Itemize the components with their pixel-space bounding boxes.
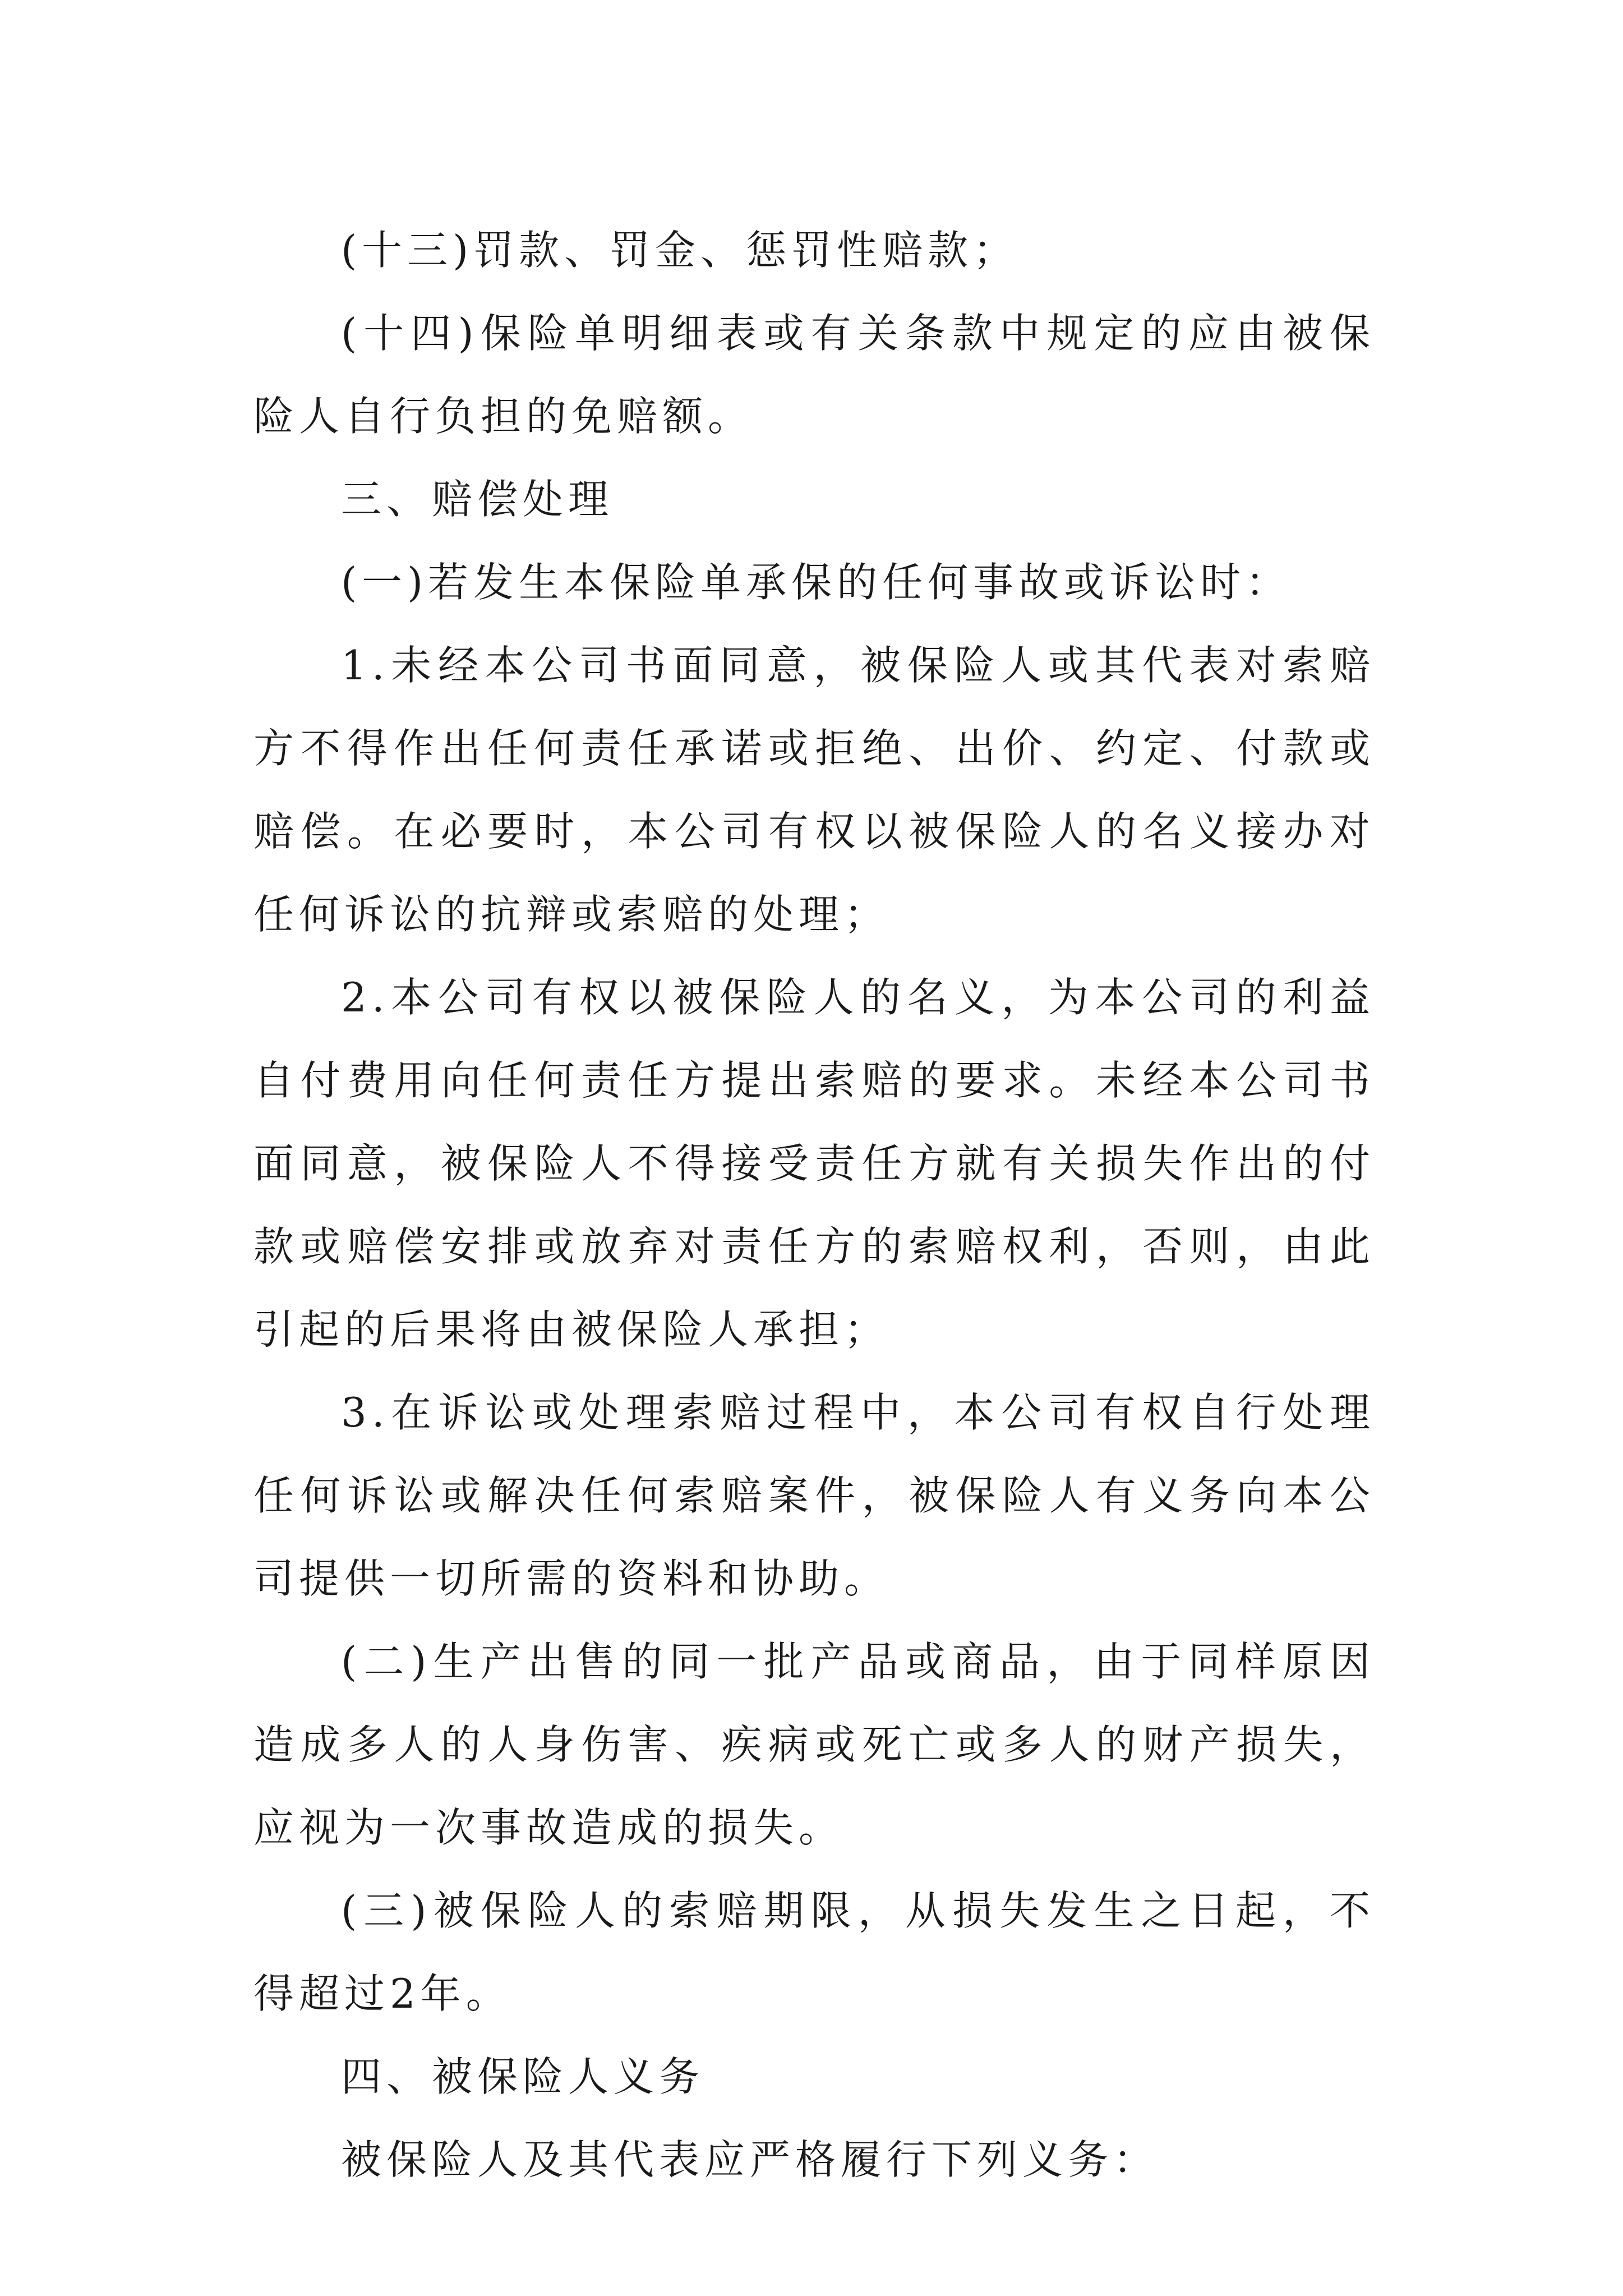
claims-item-2: (二)生产出售的同一批产品或商品，由于同样原因造成多人的人身伤害、疾病或死亡或多人的财产损失，应视为一次事故造成的损失。 xyxy=(253,1638,1375,1851)
claims-item-1-1: 1.未经本公司书面同意，被保险人或其代表对索赔方不得作出任何责任承诺或拒绝、出价、约定、付款或赔偿。在必要时，本公司有权以被保险人的名义接办对任何诉讼的抗辩或索赔的处理； xyxy=(253,642,1375,938)
claims-item-1-2: 2.本公司有权以被保险人的名义，为本公司的利益自付费用向任何责任方提出索赔的要求。未经本公司书面同意，被保险人不得接受责任方就有关损失作出的付款或赔偿安排或放弃对责任方的索赔权利，否则，由此引起的后果将由被保险人承担； xyxy=(253,974,1375,1353)
claims-item-1-3: 3.在诉讼或处理索赔过程中，本公司有权自行处理任何诉讼或解决任何索赔案件，被保险人有义务向本公司提供一切所需的资料和协助。 xyxy=(253,1389,1375,1602)
document-body xyxy=(253,209,1375,2201)
clause-14-deductible: (十四)保险单明细表或有关条款中规定的应由被保险人自行负担的免赔额。 xyxy=(253,310,1375,440)
claims-item-3: (三)被保险人的索赔期限，从损失发生之日起，不得超过2年。 xyxy=(253,1887,1375,2017)
section-heading-claims: 三、赔偿处理 xyxy=(341,476,614,523)
obligations-intro: 被保险人及其代表应严格履行下列义务： xyxy=(341,2136,1159,2183)
section-heading-obligations: 四、被保险人义务 xyxy=(341,2053,705,2100)
clause-13-fines: (十三)罚款、罚金、惩罚性赔款； xyxy=(341,227,1019,274)
claims-item-1-intro: (一)若发生本保险单承保的任何事故或诉讼时： xyxy=(341,559,1292,606)
